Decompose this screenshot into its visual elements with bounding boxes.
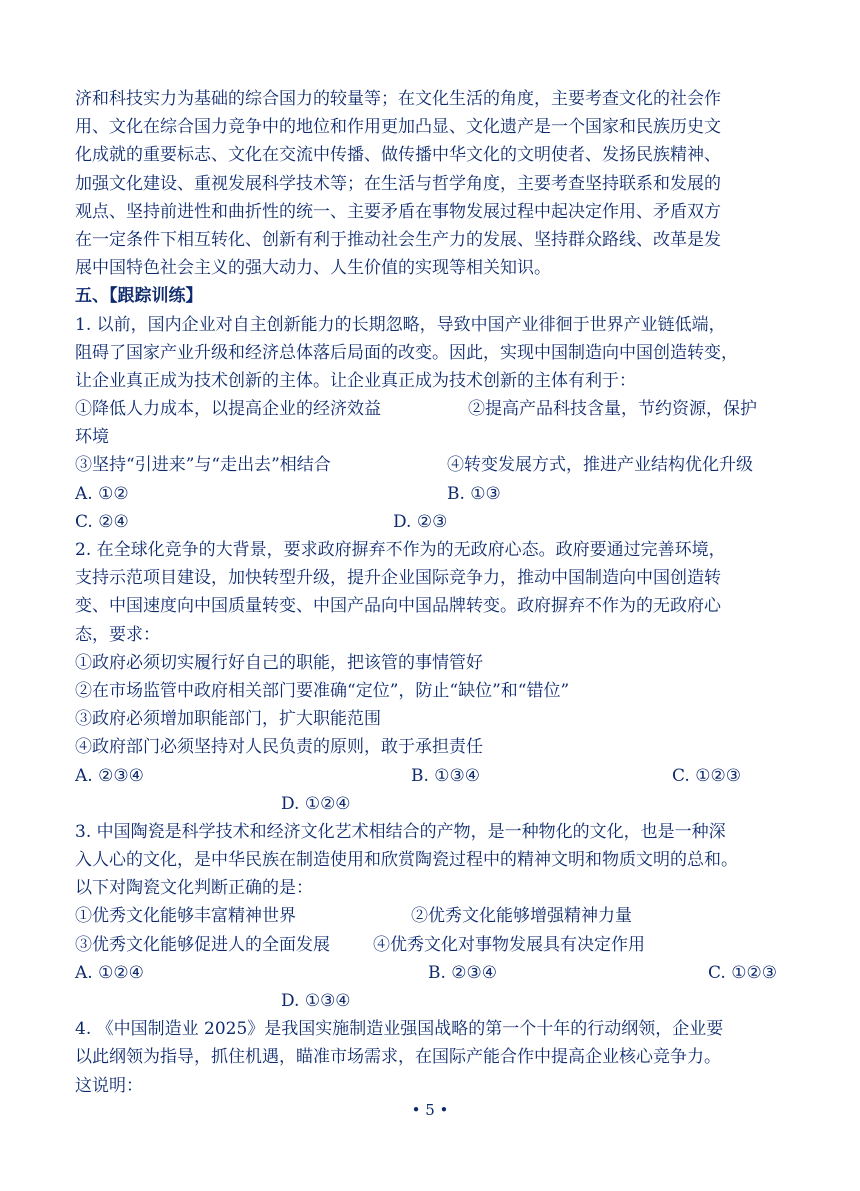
answer-option-b: B. ①③: [447, 483, 501, 504]
question-stem-line: 态，要求：: [75, 624, 160, 645]
answer-option-c: C. ②④: [75, 511, 129, 532]
answer-option-d: D. ①③④: [281, 991, 351, 1011]
question-2: [75, 536, 795, 818]
answer-option-a: A. ①②: [75, 483, 129, 504]
statement-row: [75, 931, 795, 959]
question-stem-line: 入人心的文化，是中华民族在制造使用和欣赏陶瓷过程中的精神文明和物质文明的总和。: [75, 850, 738, 871]
question-stem-line: 1. 以前，国内企业对自主创新能力的长期忽略，导致中国产业徘徊于世界产业链低端，: [75, 314, 726, 335]
answer-option-c: C. ①②③: [672, 765, 741, 786]
text-line: 观点、坚持前进性和曲折性的统一、主要矛盾在事物发展过程中起决定作用、矛盾双方: [75, 201, 721, 222]
answer-option-a: A. ①②④: [75, 962, 144, 983]
document-body: [75, 85, 795, 1100]
page-number: • 5 •: [411, 1101, 449, 1119]
text-line: 化成就的重要标志、文化在交流中传播、做传播中华文化的文明使者、发扬民族精神、: [75, 145, 721, 166]
statement-item: ①政府必须切实履行好自己的职能，把该管的事情管好: [75, 652, 483, 673]
statement-item: ②提高产品科技含量，节约资源，保护: [468, 399, 757, 420]
answer-option-c: C. ①②③: [708, 962, 777, 983]
text-line: 在一定条件下相互转化、创新有利于推动社会生产力的发展、坚持群众路线、改革是发: [75, 229, 721, 250]
answer-options-row: [75, 790, 795, 818]
answer-options-row: [75, 959, 795, 987]
question-stem-line: 以下对陶瓷文化判断正确的是：: [75, 878, 313, 899]
question-stem-line: 变、中国速度向中国质量转变、中国产品向中国品牌转变。政府摒弃不作为的无政府心: [75, 596, 721, 617]
statement-item: ④优秀文化对事物发展具有决定作用: [373, 934, 645, 955]
text-line: 加强文化建设、重视发展科学技术等；在生活与哲学角度，主要考查坚持联系和发展的: [75, 173, 721, 194]
intro-paragraph: [75, 85, 795, 282]
statement-row: [75, 902, 795, 930]
section-title: 五、【跟踪训练】: [75, 286, 203, 307]
answer-option-d: D. ①②④: [281, 793, 351, 814]
answer-option-b: B. ①③④: [411, 765, 481, 786]
statement-item: ②在市场监管中政府相关部门要准确“定位”，防止“缺位”和“错位”: [75, 680, 570, 701]
statement-item: ③优秀文化能够促进人的全面发展: [75, 934, 330, 955]
question-1: [75, 311, 795, 537]
answer-options-row: [75, 480, 795, 508]
answer-option-b: B. ②③④: [428, 962, 498, 983]
question-stem-line: 3. 中国陶瓷是科学技术和经济文化艺术相结合的产物，是一种物化的文化，也是一种深: [75, 821, 726, 842]
statement-item: ④转变发展方式，推进产业结构优化升级: [447, 455, 753, 476]
question-stem-line: 4. 《中国制造业 2025》是我国实施制造业强国战略的第一个十年的行动纲领，企业要: [75, 1019, 724, 1040]
statement-continuation: 环境: [75, 427, 109, 448]
statement-item: ②优秀文化能够增强精神力量: [411, 906, 632, 927]
question-4: [75, 1015, 795, 1100]
statement-item: ④政府部门必须坚持对人民负责的原则，敢于承担责任: [75, 737, 483, 758]
statement-item: ①降低人力成本，以提高企业的经济效益: [75, 399, 381, 420]
answer-options-row: [75, 762, 795, 790]
statement-item: ①优秀文化能够丰富精神世界: [75, 906, 296, 927]
question-stem-line: 这说明：: [75, 1075, 143, 1096]
answer-options-row: [75, 508, 795, 536]
question-stem-line: 支持示范项目建设，加快转型升级，提升企业国际竞争力，推动中国制造向中国创造转: [75, 568, 721, 589]
question-stem-line: 以此纲领为指导，抓住机遇，瞄准市场需求，在国际产能合作中提高企业核心竞争力。: [75, 1047, 721, 1068]
text-line: 济和科技实力为基础的综合国力的较量等；在文化生活的角度，主要考查文化的社会作: [75, 89, 721, 109]
answer-option-a: A. ②③④: [75, 765, 144, 786]
question-stem-line: 阻碍了国家产业升级和经济总体落后局面的改变。因此，实现中国制造向中国创造转变，: [75, 342, 738, 363]
statement-row: [75, 395, 795, 423]
question-stem-line: 让企业真正成为技术创新的主体。让企业真正成为技术创新的主体有利于：: [75, 370, 636, 391]
question-3: [75, 818, 795, 1015]
statement-item: ③政府必须增加职能部门，扩大职能范围: [75, 709, 381, 730]
question-stem-line: 2. 在全球化竞争的大背景，要求政府摒弃不作为的无政府心态。政府要通过完善环境，: [75, 540, 726, 560]
text-line: 用、文化在综合国力竞争中的地位和作用更加凸显、文化遗产是一个国家和民族历史文: [75, 117, 721, 138]
statement-item: ③坚持“引进来”与“走出去”相结合: [75, 455, 331, 476]
text-line: 展中国特色社会主义的强大动力、人生价值的实现等相关知识。: [75, 258, 551, 279]
answer-option-d: D. ②③: [393, 511, 448, 532]
answer-options-row: [75, 987, 795, 1015]
statement-row: [75, 451, 795, 479]
